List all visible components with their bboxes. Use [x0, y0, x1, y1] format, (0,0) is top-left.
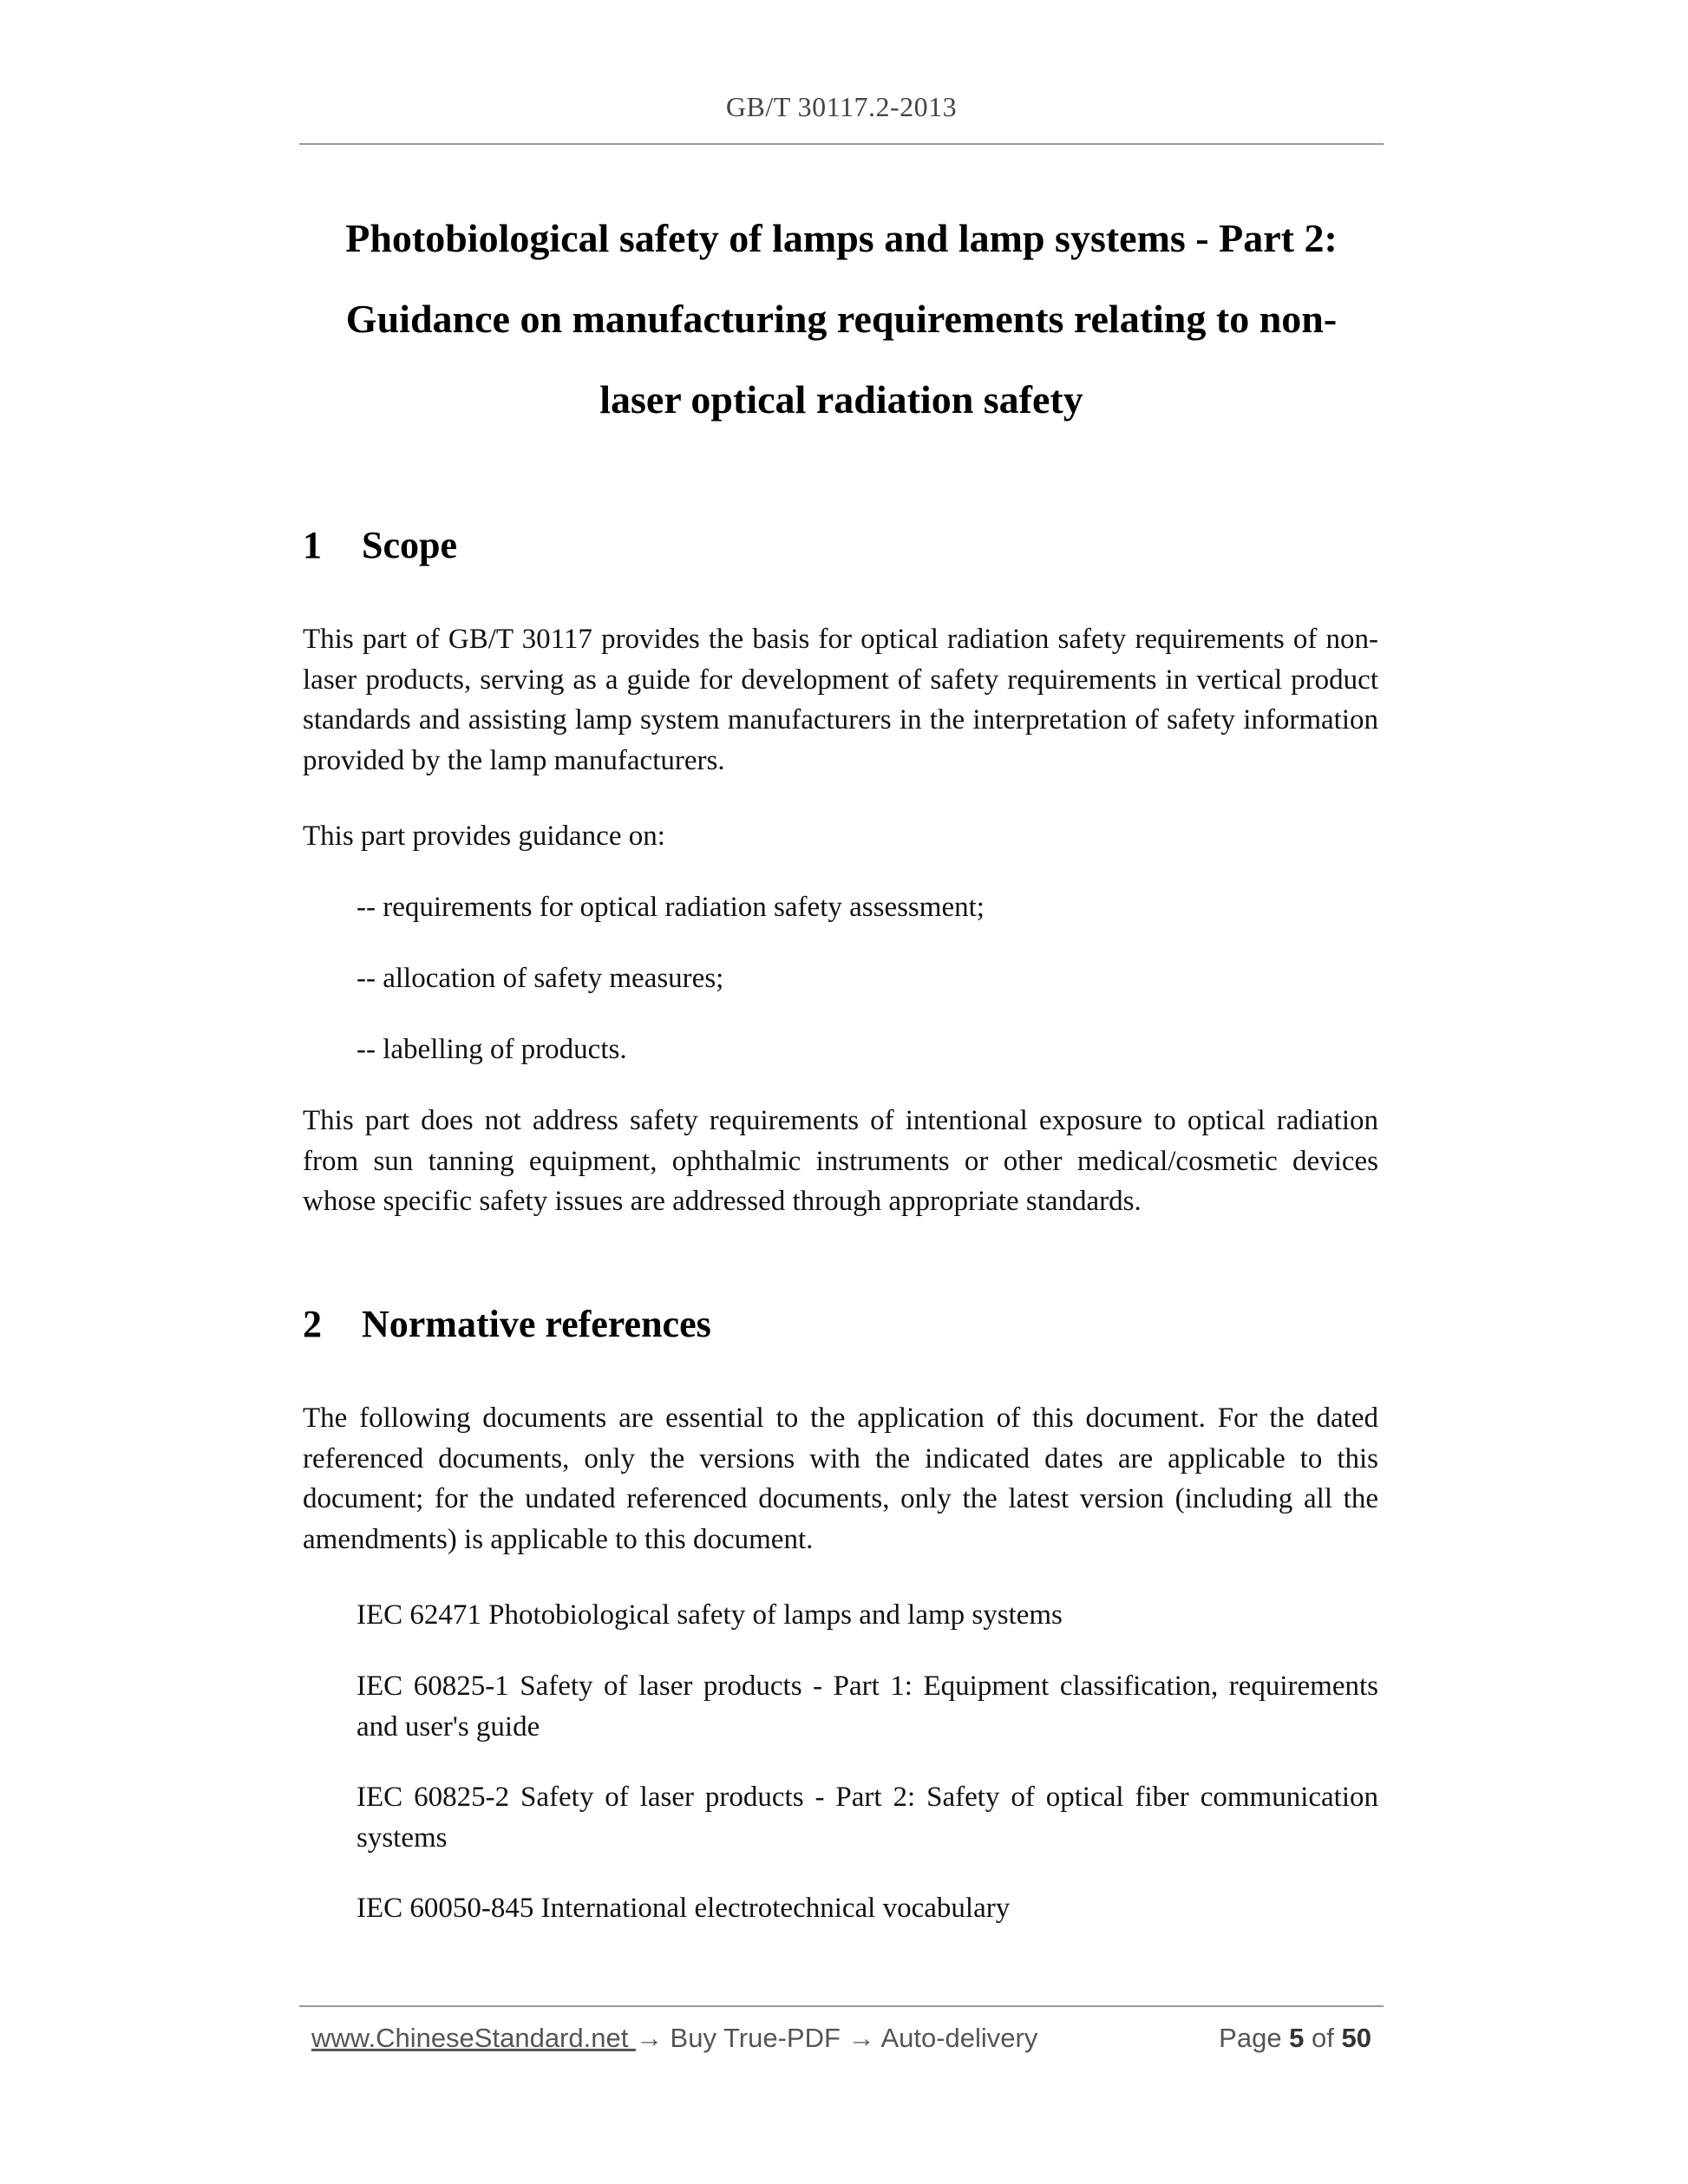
- reference-item: IEC 60825-2 Safety of laser products - Part 2: Safety of optical fiber communication systems: [357, 1782, 1378, 1854]
- reference-item: IEC 62471 Photobiological safety of lamps and lamp systems: [357, 1599, 1063, 1631]
- footer-rule: [299, 2005, 1384, 2007]
- scope-list-item: -- allocation of safety measures;: [357, 963, 724, 994]
- section-2-number: 2: [303, 1303, 322, 1345]
- page-number: [1219, 2023, 1371, 2054]
- section-2-heading: [303, 1302, 711, 1346]
- document-title: [299, 198, 1384, 440]
- website-link[interactable]: www.ChineseStandard.net: [311, 2023, 636, 2053]
- scope-list-item: -- requirements for optical radiation safety assessment;: [357, 892, 985, 923]
- reference-item: IEC 60050-845 International electrotechnical vocabulary: [357, 1893, 1011, 1924]
- arrow-right-icon: →: [847, 2023, 875, 2053]
- scope-paragraph-2: This part provides guidance on:: [303, 821, 665, 852]
- running-header: GB/T 30117.2-2013: [725, 91, 958, 122]
- section-2-title: Normative references: [362, 1303, 711, 1345]
- arrow-right-icon: →: [635, 2023, 663, 2053]
- page-total: 50: [1341, 2023, 1371, 2053]
- title-line-2: Guidance on manufacturing requirements relating to non-: [345, 297, 1338, 341]
- section-1-heading: [303, 523, 457, 567]
- references-intro-paragraph: The following documents are essential to the application of this document. For the dated referenced documents, only the versions with the indicated dates are applicable to this document; for the undated referenced documents, only the latest version (including all the amendments) is applicable to this document.: [303, 1403, 1378, 1555]
- scope-paragraph-1: This part of GB/T 30117 provides the basis for optical radiation safety requirements of non-laser products, serving as a guide for development of safety requirements in vertical product standards and assisting lamp system manufacturers in the interpretation of safety information provided by the lamp manufacturers.: [303, 624, 1378, 776]
- scope-list-item: -- labelling of products.: [357, 1034, 627, 1065]
- page-of-label: of: [1304, 2023, 1342, 2053]
- buy-pdf-text: Buy True-PDF: [662, 2023, 848, 2053]
- title-line-1: Photobiological safety of lamps and lamp systems - Part 2:: [345, 216, 1338, 260]
- footer-promo: [311, 2023, 1037, 2054]
- scope-paragraph-3: This part does not address safety requirements of intentional exposure to optical radiation from sun tanning equipment, ophthalmic instruments or other medical/cosmetic devices whose specific safety issues are addressed through appropriate standards.: [303, 1105, 1378, 1217]
- title-line-3: laser optical radiation safety: [599, 377, 1083, 422]
- page-current: 5: [1289, 2023, 1305, 2053]
- page-footer: [299, 2023, 1384, 2066]
- section-1-number: 1: [303, 524, 322, 566]
- reference-item: IEC 60825-1 Safety of laser products - Part 1: Equipment classification, requirements and user's guide: [357, 1671, 1378, 1743]
- section-1-title: Scope: [362, 524, 457, 566]
- auto-delivery-text: Auto-delivery: [874, 2023, 1038, 2053]
- header-rule: [299, 143, 1384, 145]
- page-label: Page: [1219, 2023, 1290, 2053]
